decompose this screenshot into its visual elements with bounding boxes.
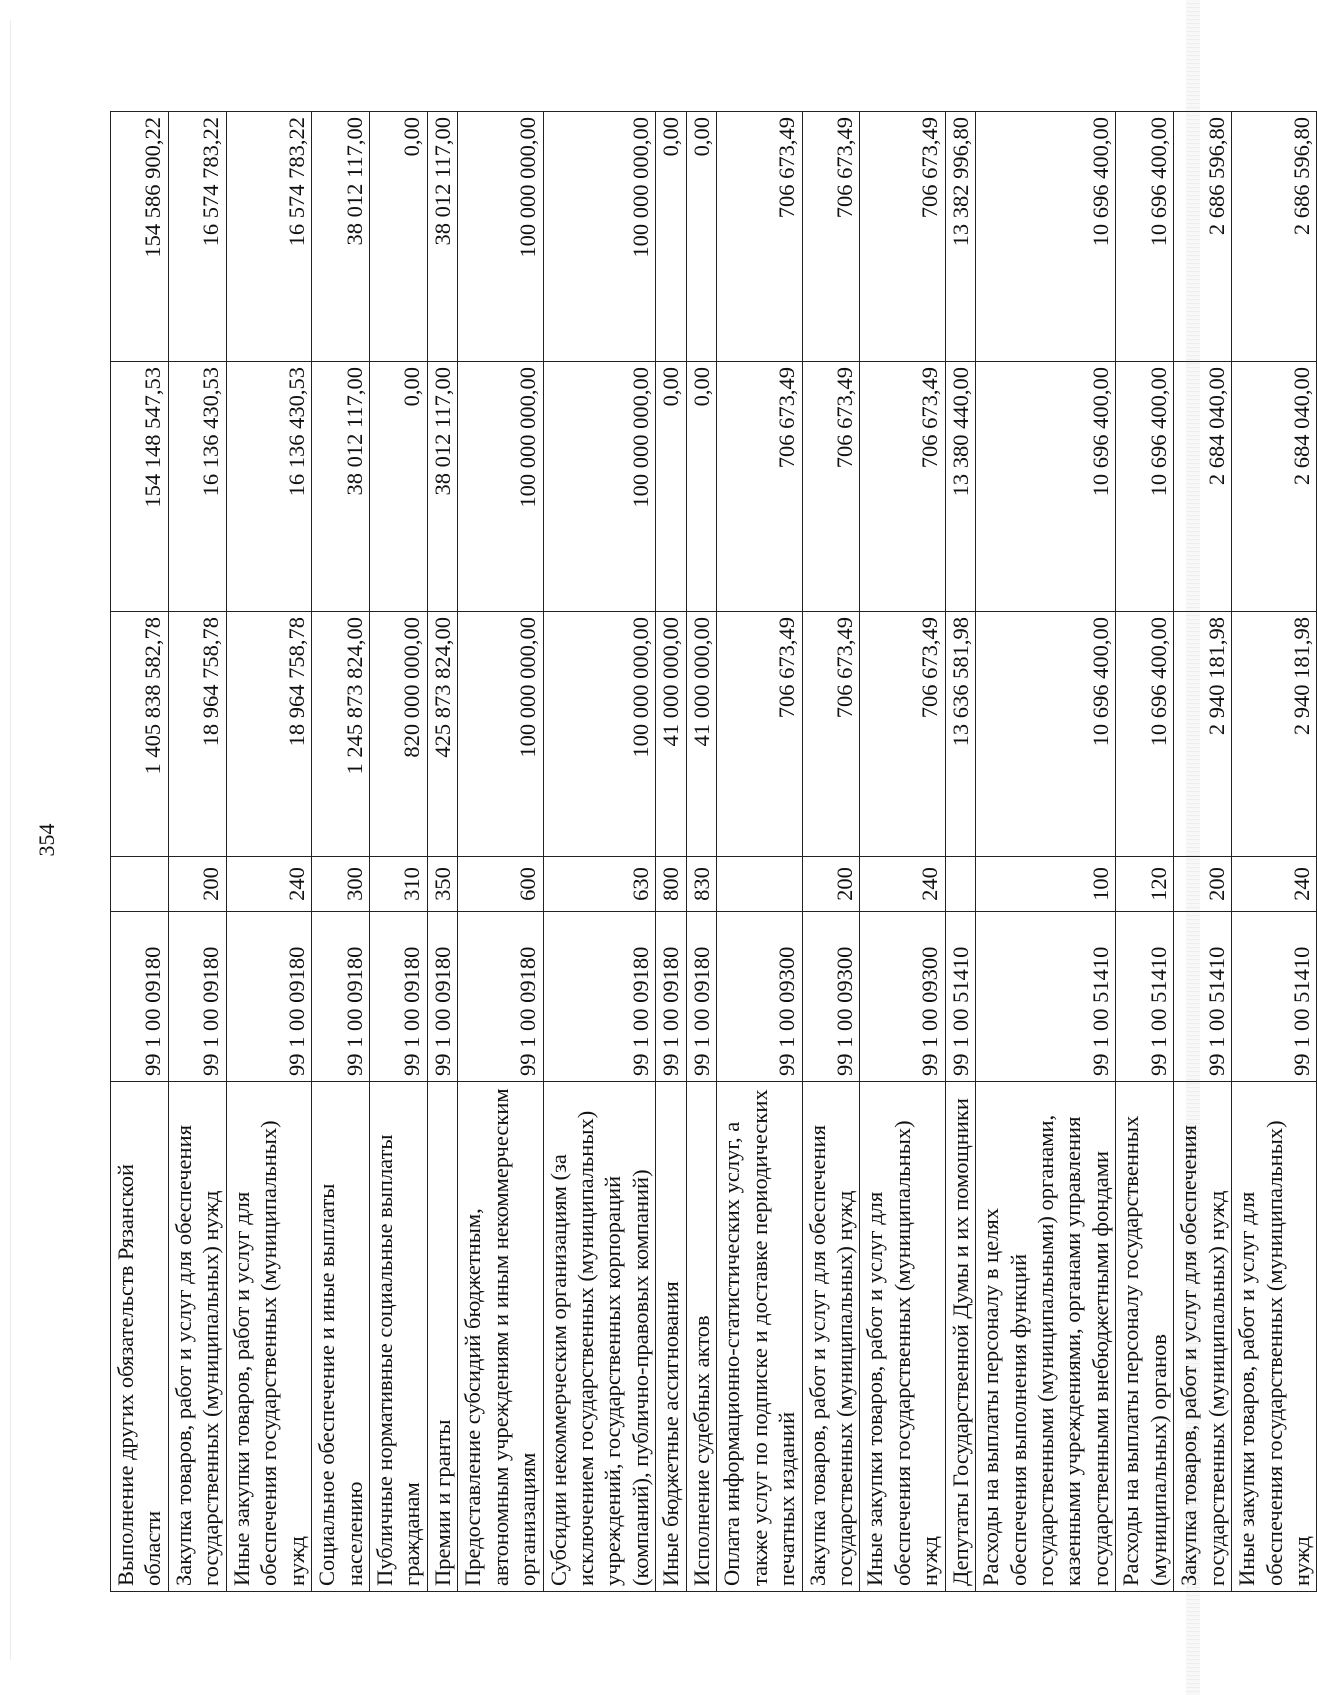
row-name-cell: Иные закупки товаров, работ и услуг для обеспечения государственных (муниципальных) нужд xyxy=(1232,1082,1317,1592)
row-code-cell: 99 1 00 09180 xyxy=(427,912,457,1082)
row-amount-3-cell: 10 696 400,00 xyxy=(1116,112,1174,362)
table-row xyxy=(686,112,716,1592)
row-amount-2-cell: 0,00 xyxy=(369,362,427,612)
row-amount-1-cell: 1 405 838 582,78 xyxy=(111,612,169,857)
row-code-cell: 99 1 00 09180 xyxy=(312,912,370,1082)
row-amount-1-cell: 18 964 758,78 xyxy=(226,612,311,857)
row-expense-type-cell: 800 xyxy=(656,857,686,912)
row-amount-2-cell: 0,00 xyxy=(686,362,716,612)
table-row xyxy=(226,112,311,1592)
row-expense-type-cell: 200 xyxy=(802,857,860,912)
row-name-cell: Публичные нормативные социальные выплаты гражданам xyxy=(369,1082,427,1592)
row-name-cell: Закупка товаров, работ и услуг для обеспечения государственных (муниципальных) нужд xyxy=(1174,1082,1232,1592)
row-amount-2-cell: 100 000 000,00 xyxy=(458,362,543,612)
row-amount-3-cell: 706 673,49 xyxy=(860,112,945,362)
table-row xyxy=(1174,112,1232,1592)
row-code-cell: 99 1 00 09300 xyxy=(860,912,945,1082)
row-expense-type-cell: 240 xyxy=(226,857,311,912)
row-name-cell: Иные бюджетные ассигнования xyxy=(656,1082,686,1592)
row-code-cell: 99 1 00 09180 xyxy=(111,912,169,1082)
row-code-cell: 99 1 00 09180 xyxy=(686,912,716,1082)
row-expense-type-cell: 240 xyxy=(1232,857,1317,912)
table-row xyxy=(458,112,543,1592)
row-amount-3-cell: 2 686 596,80 xyxy=(1174,112,1232,362)
row-expense-type-cell: 100 xyxy=(976,857,1116,912)
row-amount-2-cell: 38 012 117,00 xyxy=(312,362,370,612)
table-row xyxy=(111,112,169,1592)
row-expense-type-cell: 200 xyxy=(168,857,226,912)
row-code-cell: 99 1 00 09180 xyxy=(458,912,543,1082)
row-code-cell: 99 1 00 09180 xyxy=(168,912,226,1082)
row-amount-2-cell: 38 012 117,00 xyxy=(427,362,457,612)
row-name-cell: Иные закупки товаров, работ и услуг для обеспечения государственных (муниципальных) нужд xyxy=(226,1082,311,1592)
row-name-cell: Социальное обеспечение и иные выплаты населению xyxy=(312,1082,370,1592)
row-amount-2-cell: 13 380 440,00 xyxy=(945,362,975,612)
table-row xyxy=(802,112,860,1592)
row-expense-type-cell xyxy=(945,857,975,912)
row-amount-3-cell: 100 000 000,00 xyxy=(543,112,656,362)
row-amount-1-cell: 706 673,49 xyxy=(717,612,802,857)
row-amount-1-cell: 41 000 000,00 xyxy=(686,612,716,857)
row-name-cell: Закупка товаров, работ и услуг для обеспечения государственных (муниципальных) нужд xyxy=(168,1082,226,1592)
row-amount-1-cell: 13 636 581,98 xyxy=(945,612,975,857)
row-amount-1-cell: 10 696 400,00 xyxy=(1116,612,1174,857)
row-amount-1-cell: 100 000 000,00 xyxy=(458,612,543,857)
row-amount-1-cell: 820 000 000,00 xyxy=(369,612,427,857)
table-row xyxy=(543,112,656,1592)
row-name-cell: Оплата информационно-статистических услуг, а также услуг по подписке и доставке периодических печатных изданий xyxy=(717,1082,802,1592)
budget-table xyxy=(110,111,1317,1592)
scan-artifact-left xyxy=(10,20,11,1660)
row-amount-3-cell: 2 686 596,80 xyxy=(1232,112,1317,362)
row-amount-2-cell: 16 136 430,53 xyxy=(226,362,311,612)
row-name-cell: Расходы на выплаты персоналу в целях обеспечения выполнения функций государственными (муниципальными) органами, казенными учреждениями, органами управления государственными внебюджетными фондами xyxy=(976,1082,1116,1592)
table-row xyxy=(717,112,802,1592)
row-expense-type-cell: 630 xyxy=(543,857,656,912)
row-amount-3-cell: 706 673,49 xyxy=(717,112,802,362)
row-amount-2-cell: 16 136 430,53 xyxy=(168,362,226,612)
row-amount-3-cell: 16 574 783,22 xyxy=(226,112,311,362)
row-amount-2-cell: 154 148 547,53 xyxy=(111,362,169,612)
row-name-cell: Закупка товаров, работ и услуг для обеспечения государственных (муниципальных) нужд xyxy=(802,1082,860,1592)
row-amount-3-cell: 706 673,49 xyxy=(802,112,860,362)
row-amount-2-cell: 2 684 040,00 xyxy=(1232,362,1317,612)
row-amount-2-cell: 10 696 400,00 xyxy=(976,362,1116,612)
row-amount-2-cell: 100 000 000,00 xyxy=(543,362,656,612)
table-row xyxy=(656,112,686,1592)
row-amount-1-cell: 425 873 824,00 xyxy=(427,612,457,857)
row-name-cell: Исполнение судебных актов xyxy=(686,1082,716,1592)
row-name-cell: Предоставление субсидий бюджетным, автономным учреждениям и иным некоммерческим организациям xyxy=(458,1082,543,1592)
row-amount-1-cell: 100 000 000,00 xyxy=(543,612,656,857)
table-row xyxy=(1232,112,1317,1592)
row-expense-type-cell: 240 xyxy=(860,857,945,912)
row-amount-3-cell: 0,00 xyxy=(686,112,716,362)
row-name-cell: Расходы на выплаты персоналу государственных (муниципальных) органов xyxy=(1116,1082,1174,1592)
row-code-cell: 99 1 00 09180 xyxy=(656,912,686,1082)
row-name-cell: Иные закупки товаров, работ и услуг для обеспечения государственных (муниципальных) нужд xyxy=(860,1082,945,1592)
row-code-cell: 99 1 00 09180 xyxy=(543,912,656,1082)
table-row xyxy=(312,112,370,1592)
row-amount-3-cell: 38 012 117,00 xyxy=(427,112,457,362)
row-amount-3-cell: 16 574 783,22 xyxy=(168,112,226,362)
row-amount-2-cell: 706 673,49 xyxy=(717,362,802,612)
row-amount-1-cell: 18 964 758,78 xyxy=(168,612,226,857)
row-expense-type-cell: 200 xyxy=(1174,857,1232,912)
row-expense-type-cell: 300 xyxy=(312,857,370,912)
row-code-cell: 99 1 00 51410 xyxy=(976,912,1116,1082)
table-row xyxy=(427,112,457,1592)
row-expense-type-cell xyxy=(111,857,169,912)
row-name-cell: Субсидии некоммерческим организациям (за исключением государственных (муниципальных) учреждений, государственных корпораций (компаний), публично-правовых компаний) xyxy=(543,1082,656,1592)
row-amount-1-cell: 706 673,49 xyxy=(860,612,945,857)
row-amount-2-cell: 706 673,49 xyxy=(860,362,945,612)
row-code-cell: 99 1 00 09300 xyxy=(802,912,860,1082)
row-name-cell: Премии и гранты xyxy=(427,1082,457,1592)
row-expense-type-cell: 600 xyxy=(458,857,543,912)
row-amount-1-cell: 2 940 181,98 xyxy=(1174,612,1232,857)
table-row xyxy=(369,112,427,1592)
row-code-cell: 99 1 00 51410 xyxy=(1116,912,1174,1082)
row-amount-2-cell: 706 673,49 xyxy=(802,362,860,612)
row-code-cell: 99 1 00 09180 xyxy=(369,912,427,1082)
row-expense-type-cell: 350 xyxy=(427,857,457,912)
row-amount-1-cell: 10 696 400,00 xyxy=(976,612,1116,857)
row-code-cell: 99 1 00 51410 xyxy=(1174,912,1232,1082)
budget-table-body xyxy=(111,112,1317,1592)
rotated-page-content xyxy=(110,112,1314,1592)
row-code-cell: 99 1 00 09180 xyxy=(226,912,311,1082)
page-number: 354 xyxy=(34,823,59,857)
table-row xyxy=(860,112,945,1592)
row-code-cell: 99 1 00 09300 xyxy=(717,912,802,1082)
row-amount-1-cell: 2 940 181,98 xyxy=(1232,612,1317,857)
table-row xyxy=(976,112,1116,1592)
row-expense-type-cell: 120 xyxy=(1116,857,1174,912)
row-code-cell: 99 1 00 51410 xyxy=(1232,912,1317,1082)
row-amount-3-cell: 100 000 000,00 xyxy=(458,112,543,362)
table-row xyxy=(1116,112,1174,1592)
row-amount-1-cell: 1 245 873 824,00 xyxy=(312,612,370,857)
table-row xyxy=(168,112,226,1592)
row-amount-3-cell: 0,00 xyxy=(656,112,686,362)
row-code-cell: 99 1 00 51410 xyxy=(945,912,975,1082)
row-amount-3-cell: 38 012 117,00 xyxy=(312,112,370,362)
row-name-cell: Депутаты Государственной Думы и их помощники xyxy=(945,1082,975,1592)
row-amount-2-cell: 0,00 xyxy=(656,362,686,612)
row-amount-3-cell: 154 586 900,22 xyxy=(111,112,169,362)
row-amount-3-cell: 0,00 xyxy=(369,112,427,362)
row-amount-2-cell: 10 696 400,00 xyxy=(1116,362,1174,612)
row-name-cell: Выполнение других обязательств Рязанской области xyxy=(111,1082,169,1592)
table-row xyxy=(945,112,975,1592)
row-amount-1-cell: 41 000 000,00 xyxy=(656,612,686,857)
row-expense-type-cell xyxy=(717,857,802,912)
row-expense-type-cell: 310 xyxy=(369,857,427,912)
row-amount-3-cell: 10 696 400,00 xyxy=(976,112,1116,362)
row-expense-type-cell: 830 xyxy=(686,857,716,912)
row-amount-2-cell: 2 684 040,00 xyxy=(1174,362,1232,612)
row-amount-1-cell: 706 673,49 xyxy=(802,612,860,857)
row-amount-3-cell: 13 382 996,80 xyxy=(945,112,975,362)
